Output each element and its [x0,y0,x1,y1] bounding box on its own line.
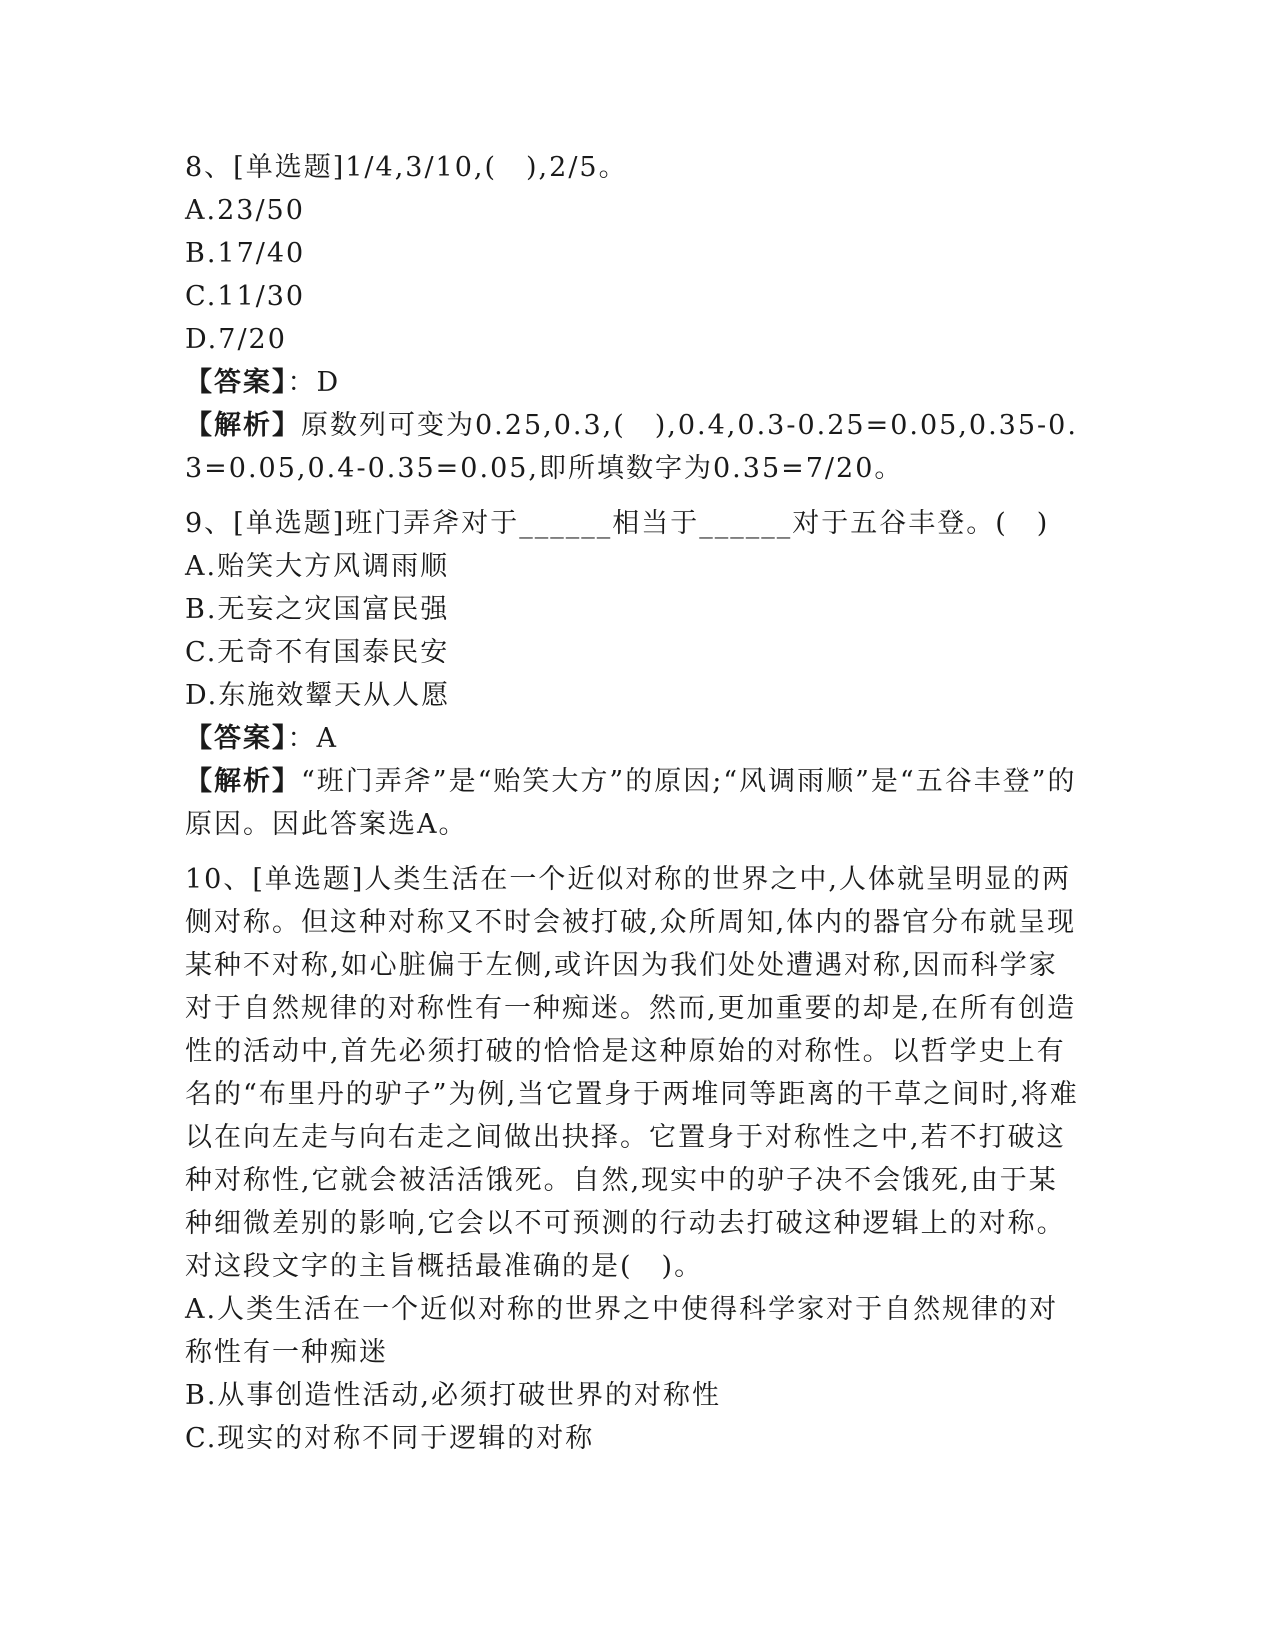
option-a: A.23/50 [185,195,305,226]
answer-label: 【答案】 [185,723,288,754]
option-a: A.贻笑大方风调雨顺 [185,551,450,582]
question-8 [185,146,1085,490]
option-c: C.11/30 [185,281,306,312]
answer-line [185,717,1085,760]
question-stem: 10、[单选题]人类生活在一个近似对称的世界之中,人体就呈明显的两侧对称。但这种对称又不时会被打破,众所周知,体内的器官分布就呈现某种不对称,如心脏偏于左侧,或许因为我们处处遭遇对称,因而科学家对于自然规律的对称性有一种痴迷。然而,更加重要的却是,在所有创造性的活动中,首先必须打破的恰恰是这种原始的对称性。以哲学史上有名的“布里丹的驴子”为例,当它置身于两堆同等距离的干草之间时,将难以在向左走与向右走之间做出抉择。它置身于对称性之中,若不打破这种对称性,它就会被活活饿死。自然,现实中的驴子决不会饿死,由于某种细微差别的影响,它会以不可预测的行动去打破这种逻辑上的对称。对这段文字的主旨概括最准确的是( )。 [185,864,1079,1282]
analysis-label: 【解析】 [185,766,301,797]
answer-value: ：A [287,723,338,754]
analysis-text: “班门弄斧”是“贻笑大方”的原因;“风调雨顺”是“五谷丰登”的原因。因此答案选A。 [185,766,1077,840]
option-d: D.东施效颦天从人愿 [185,680,451,711]
option-c: C.无奇不有国泰民安 [185,637,450,668]
option-b: B.17/40 [185,238,306,269]
question-10 [185,858,1085,1460]
answer-label: 【答案】 [185,367,288,398]
analysis-text: 原数列可变为0.25,0.3,( ),0.4,0.3-0.25=0.05,0.35-0.3=0.05,0.4-0.35=0.05,即所填数字为0.35=7/20。 [185,410,1078,484]
document-page [185,146,1085,1460]
question-stem: 8、[单选题]1/4,3/10,( ),2/5。 [185,152,628,183]
option-a: A.人类生活在一个近似对称的世界之中使得科学家对于自然规律的对称性有一种痴迷 [185,1294,1059,1368]
option-b: B.无妄之灾国富民强 [185,594,450,625]
analysis-line [185,404,1085,490]
analysis-line [185,760,1085,846]
question-9 [185,502,1085,846]
answer-value: ：D [287,367,341,398]
option-d: D.7/20 [185,324,287,355]
answer-line [185,361,1085,404]
analysis-label: 【解析】 [185,410,301,441]
option-c: C.现实的对称不同于逻辑的对称 [185,1423,595,1454]
option-b: B.从事创造性活动,必须打破世界的对称性 [185,1380,722,1411]
question-stem: 9、[单选题]班门弄斧对于______相当于______对于五谷丰登。( ) [185,508,1050,539]
